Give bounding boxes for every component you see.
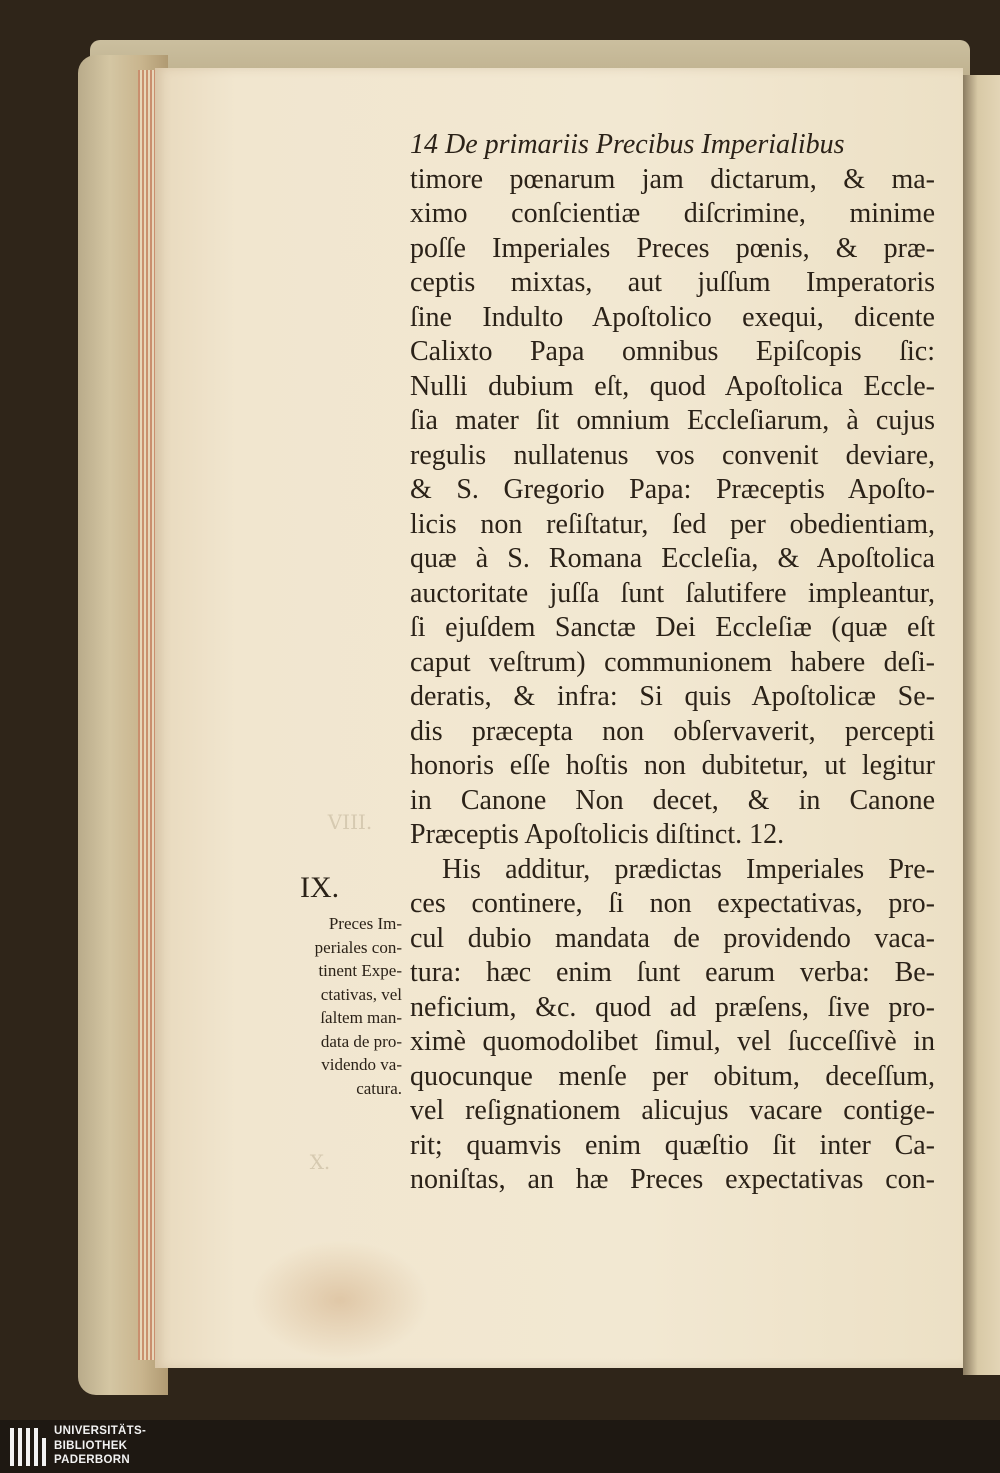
marginal-note	[262, 912, 402, 1100]
marginal-note-line: catura.	[356, 1078, 402, 1098]
marginal-note-line: ctativas, vel	[320, 984, 402, 1004]
marginal-note-line: periales con-	[314, 937, 402, 957]
text-line: in Canone Non decet, & in Canone	[410, 784, 935, 816]
library-name	[54, 1424, 146, 1468]
text-line: ximo conſcientiæ diſcrimine, minime	[410, 198, 935, 229]
show-through-text: VIII.	[327, 810, 373, 834]
text-line: auctoritate juſſa ſunt ſalutifere impleantur,	[410, 577, 935, 609]
marginal-note-line: Preces Im-	[328, 914, 402, 933]
text-line: rit; quamvis enim quæſtio ſit inter Ca-	[410, 1129, 935, 1161]
text-line: noniſtas, an hæ Preces expectativas con-	[410, 1164, 935, 1195]
text-line: His additur, prædictas Imperiales Pre-	[442, 853, 935, 885]
text-line: licis non reſiſtatur, ſed per obedientiam,	[410, 508, 935, 540]
marginal-note-line: tinent Expe-	[318, 961, 402, 980]
section-number: IX.	[300, 871, 340, 904]
page-stain	[250, 1240, 430, 1360]
text-line: quocunque menſe per obitum, deceſſum,	[410, 1060, 935, 1092]
text-line: vel reſignationem alicujus vacare contige-	[410, 1095, 935, 1126]
text-line: ximè quomodolibet ſimul, vel ſucceſſivè in	[410, 1026, 935, 1057]
marginal-note-line: videndo va-	[321, 1055, 402, 1074]
text-line: ceptis mixtas, aut juſſum Imperatoris	[410, 267, 935, 298]
marginal-note-line: ſaltem man-	[320, 1008, 402, 1027]
text-line: poſſe Imperiales Preces pœnis, & præ-	[410, 232, 935, 264]
text-line: neficium, &c. quod ad præſens, ſive pro-	[410, 991, 935, 1023]
text-line: ſine Indulto Apoſtolico exequi, dicente	[410, 301, 935, 333]
text-line: cul dubio mandata de providendo vaca-	[410, 922, 935, 954]
paragraph-1	[410, 163, 935, 853]
text-line: tura: hæc enim ſunt earum verba: Be-	[410, 957, 935, 988]
show-through-text: X.	[309, 1150, 331, 1174]
library-name-line: BIBLIOTHEK	[54, 1439, 128, 1452]
paragraph-2	[410, 853, 935, 1198]
text-line: caput veſtrum) communionem habere deſi-	[410, 646, 935, 678]
text-line: ces continere, ſi non expectativas, pro-	[410, 888, 935, 919]
text-line: ſi ejuſdem Sanctæ Dei Eccleſiæ (quæ eſt	[410, 612, 935, 643]
library-logo-icon	[8, 1424, 48, 1470]
text-line: Calixto Papa omnibus Epiſcopis ſic:	[410, 336, 935, 367]
marginal-note-line: data de pro-	[320, 1031, 402, 1051]
library-name-line: UNIVERSITÄTS-	[54, 1425, 147, 1437]
text-line: quæ à S. Romana Eccleſia, & Apoſtolica	[410, 543, 935, 574]
library-footer	[0, 1420, 1000, 1473]
running-header: 14 De primariis Precibus Imperialibus	[410, 129, 845, 160]
facing-page-edge	[963, 75, 1000, 1375]
text-line: dis præcepta non obſervaverit, percepti	[410, 715, 935, 747]
text-line: & S. Gregorio Papa: Præceptis Apoſto-	[410, 474, 935, 505]
text-line: timore pœnarum jam dictarum, & ma-	[410, 163, 935, 195]
library-name-line: PADERBORN	[54, 1454, 130, 1466]
text-line: regulis nullatenus vos convenit deviare,	[410, 439, 935, 471]
text-line: deratis, & infra: Si quis Apoſtolicæ Se-	[410, 681, 935, 712]
page-body	[410, 128, 935, 1198]
text-line: Præceptis Apoſtolicis diſtinct. 12.	[410, 819, 785, 850]
text-line: honoris eſſe hoſtis non dubitetur, ut legitur	[410, 750, 935, 781]
text-line: ſia mater ſit omnium Eccleſiarum, à cujus	[410, 405, 935, 436]
text-line: Nulli dubium eſt, quod Apoſtolica Eccle-	[410, 370, 935, 402]
